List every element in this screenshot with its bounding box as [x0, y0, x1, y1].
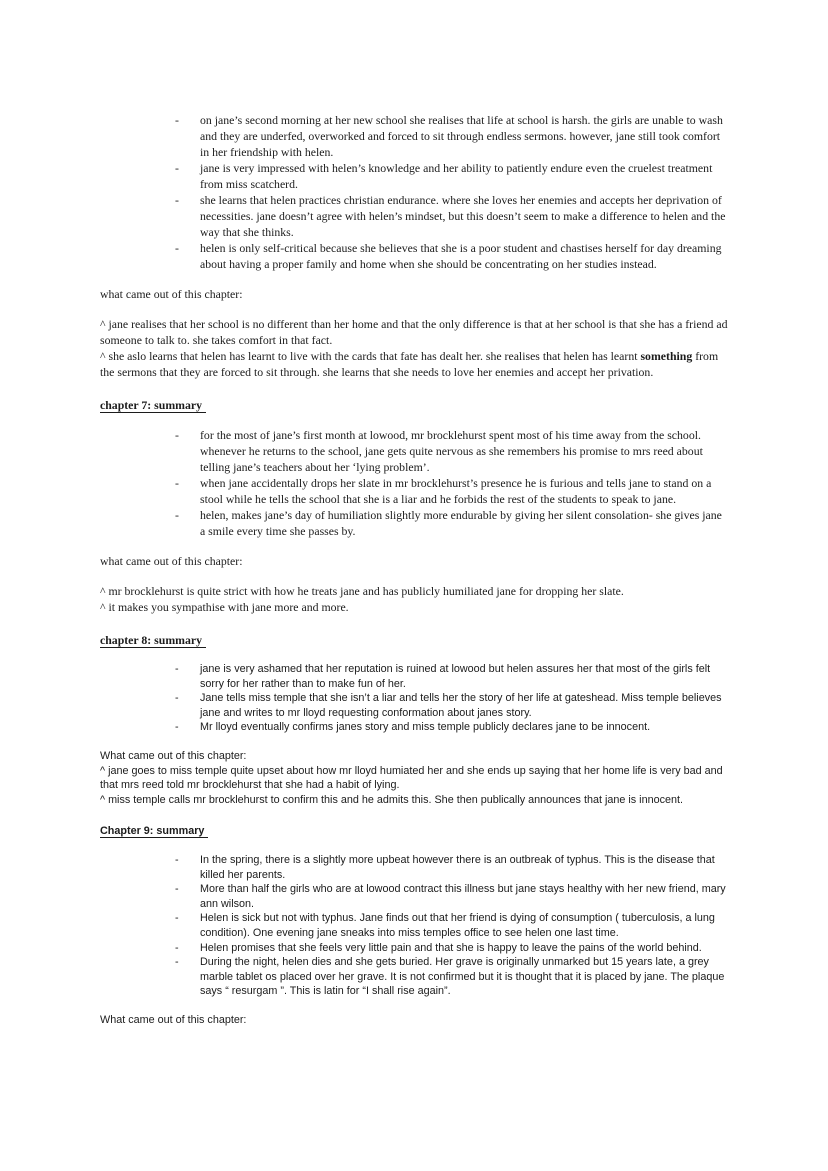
text-run: ^ jane goes to miss temple quite upset about how mr lloyd humiated her and she ends up saying that her home life is very bad and that mrs reed told mr brocklehurst that she had a habit of lying.: [100, 764, 723, 792]
text-run: ^ she aslo learns that helen has learnt to live with the cards that fate has dealt her. she realises that helen has learnt: [100, 349, 641, 363]
bullet-list: [175, 662, 728, 735]
bullet-item: [175, 427, 728, 475]
bullet-text: Jane tells miss temple that she isn’t a liar and tells her the story of her life at gateshead. Miss temple believes jane and writes to mr lloyd requesting conformation about janes story.: [200, 692, 722, 719]
bullet-item: [175, 882, 728, 911]
bullet-dash-icon: -: [175, 912, 179, 925]
bullet-dash-icon: -: [175, 883, 179, 896]
bullet-text: More than half the girls who are at lowood contract this illness but jane stays healthy with her new friend, mary ann wilson.: [200, 883, 726, 910]
bullet-item: [175, 662, 728, 691]
takeaway-heading: [100, 553, 728, 569]
bullet-dash-icon: -: [175, 476, 179, 490]
text-run: from the sermons that they are forced to sit through. she learns that she needs to love her enemies and accept her privation.: [100, 349, 719, 379]
bullet-item: [175, 720, 728, 735]
bullet-text: on jane’s second morning at her new school she realises that life at school is harsh. the girls are unable to wash and they are underfed, overworked and forced to sit through endless sermons. however, jane still took comfort in her friendship with helen.: [200, 113, 723, 159]
bullet-item: [175, 955, 728, 999]
bullet-item: [175, 691, 728, 720]
bullet-dash-icon: -: [175, 428, 179, 442]
section-heading: [100, 824, 728, 839]
bullet-dash-icon: -: [175, 663, 179, 675]
takeaway-note: [100, 583, 728, 599]
bullet-item: [175, 911, 728, 940]
bullet-text: she learns that helen practices christian endurance. where she loves her enemies and accepts her deprivation of necessities. jane doesn’t agree with helen’s mindset, but this doesn’t seem to make a difference to helen and the way that she thinks.: [200, 193, 726, 239]
bullet-dash-icon: -: [175, 113, 179, 127]
bullet-item: [175, 507, 728, 539]
bullet-item: [175, 192, 728, 240]
text-run: what came out of this chapter:: [100, 287, 243, 301]
text-run: What came out of this chapter:: [100, 749, 247, 762]
section-heading-text: chapter 7: summary: [100, 398, 206, 413]
bullet-text: helen, makes jane’s day of humiliation slightly more endurable by giving her silent consolation- she gives jane a smile every time she passes by.: [200, 508, 722, 538]
bullet-item: [175, 112, 728, 160]
text-run: ^ jane realises that her school is no different than her home and that the only difference is that at her school is that she has a friend ad someone to talk to. she takes comfort in that fact.: [100, 317, 728, 347]
bullet-dash-icon: -: [175, 161, 179, 175]
bullet-text: for the most of jane’s first month at lowood, mr brocklehurst spent most of his time away from the school. whenever he returns to the school, jane gets quite nervous as she remembers his promise to mrs reed about telling jane’s teachers about her ‘lying problem’.: [200, 428, 703, 474]
bullet-dash-icon: -: [175, 853, 179, 866]
takeaway-heading: [100, 1013, 728, 1028]
bullet-dash-icon: -: [175, 692, 179, 705]
bullet-text: During the night, helen dies and she gets buried. Her grave is originally unmarked but 15 years late, a grey marble tablet os placed over her grave. It is not confirmed but it is thought that it is placed by jane. The plaque says “ resurgam ”. This is latin for “I shall rise again”.: [200, 956, 725, 998]
bullet-item: [175, 240, 728, 272]
section-heading-text: Chapter 9: summary: [100, 825, 208, 838]
takeaway-heading: [100, 749, 728, 764]
bold-text-run: something: [640, 349, 693, 363]
bullet-text: Helen promises that she feels very little pain and that she is happy to leave the pains of the world behind.: [200, 941, 702, 954]
bullet-text: In the spring, there is a slightly more upbeat however there is an outbreak of typhus. This is the disease that killed her parents.: [200, 853, 715, 881]
text-run: ^ miss temple calls mr brocklehurst to confirm this and he admits this. She then publically announces that jane is innocent.: [100, 793, 683, 806]
bullet-dash-icon: -: [175, 956, 179, 969]
takeaway-note: [100, 764, 728, 793]
bullet-dash-icon: -: [175, 241, 179, 255]
takeaway-heading: [100, 286, 728, 302]
takeaway-note: [100, 316, 728, 348]
takeaway-note: [100, 348, 728, 380]
bullet-text: jane is very ashamed that her reputation is ruined at lowood but helen assures her that most of the girls felt sorry for her rather than to make fun of her.: [200, 663, 711, 690]
text-run: ^ mr brocklehurst is quite strict with how he treats jane and has publicly humiliated jane for dropping her slate.: [100, 584, 624, 598]
takeaway-note: [100, 793, 728, 808]
bullet-dash-icon: -: [175, 721, 179, 734]
bullet-item: [175, 853, 728, 882]
section-heading: [100, 397, 728, 413]
text-run: ^ it makes you sympathise with jane more and more.: [100, 600, 349, 614]
text-run: what came out of this chapter:: [100, 554, 243, 568]
bullet-dash-icon: -: [175, 941, 179, 954]
bullet-item: [175, 475, 728, 507]
bullet-text: jane is very impressed with helen’s knowledge and her ability to patiently endure even the cruelest treatment from miss scatcherd.: [200, 161, 713, 191]
bullet-list: [175, 853, 728, 999]
section-heading: [100, 632, 728, 648]
bullet-text: Helen is sick but not with typhus. Jane finds out that her friend is dying of consumption ( tuberculosis, a lung condition). One evening jane sneaks into miss temples office to see helen one last time.: [200, 912, 715, 939]
text-run: What came out of this chapter:: [100, 1013, 247, 1026]
bullet-dash-icon: -: [175, 508, 179, 522]
bullet-dash-icon: -: [175, 193, 179, 207]
bullet-text: when jane accidentally drops her slate in mr brocklehurst’s presence he is furious and tells jane to stand on a stool while he tells the school that she is a liar and he forbids the rest of the students to speak to jane.: [200, 476, 712, 506]
section-heading-text: chapter 8: summary: [100, 633, 206, 648]
takeaway-note: [100, 599, 728, 615]
bullet-item: [175, 160, 728, 192]
bullet-item: [175, 941, 728, 956]
bullet-text: helen is only self-critical because she believes that she is a poor student and chastises herself for day dreaming about having a proper family and home when she should be concentrating on her studies instead.: [200, 241, 722, 271]
bullet-text: Mr lloyd eventually confirms janes story and miss temple publicly declares jane to be innocent.: [200, 721, 651, 734]
bullet-list: [175, 112, 728, 272]
bullet-list: [175, 427, 728, 539]
